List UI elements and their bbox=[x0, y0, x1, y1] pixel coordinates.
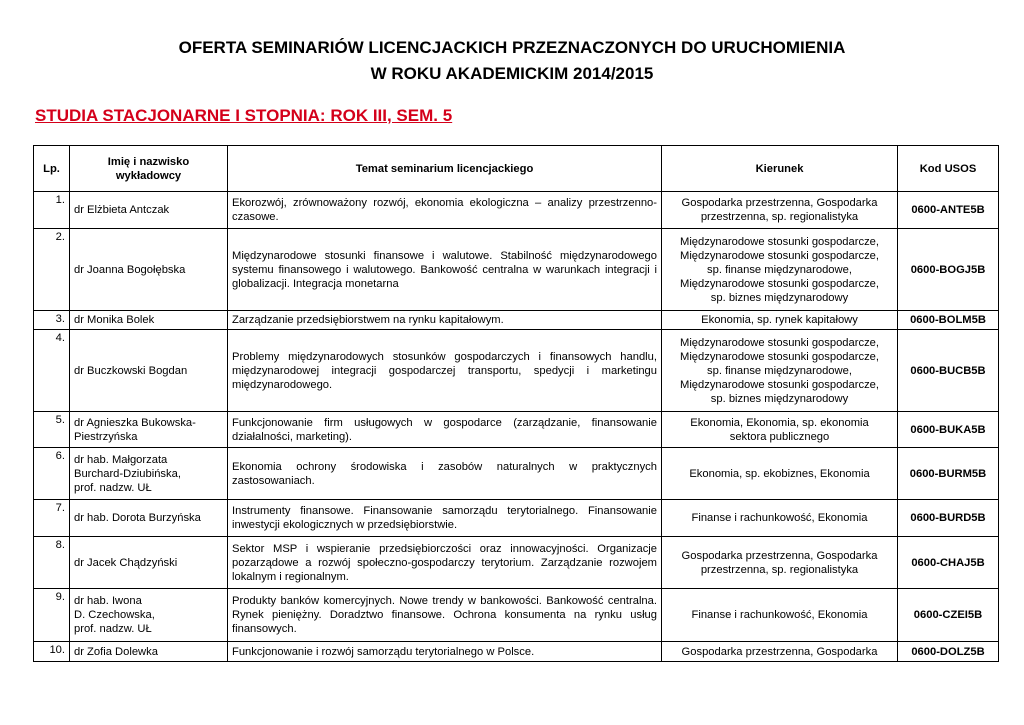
row-number: 9. bbox=[34, 589, 70, 642]
row-number: 10. bbox=[34, 642, 70, 662]
usos-code: 0600-DOLZ5B bbox=[898, 642, 999, 662]
row-number: 6. bbox=[34, 448, 70, 500]
col-header-code: Kod USOS bbox=[898, 146, 999, 192]
row-number: 2. bbox=[34, 229, 70, 311]
study-direction: Międzynarodowe stosunki gospodarcze, Międzynarodowe stosunki gospodarcze, sp. finanse międzynarodowe, Międzynarodowe stosunki gospodarcze, sp. biznes międzynarodowy bbox=[662, 330, 898, 412]
study-direction: Finanse i rachunkowość, Ekonomia bbox=[662, 500, 898, 537]
seminar-topic: Ekonomia ochrony środowiska i zasobów naturalnych w praktycznych zastosowaniach. bbox=[228, 448, 662, 500]
table-row bbox=[34, 229, 999, 311]
table-row bbox=[34, 330, 999, 412]
col-header-lp: Lp. bbox=[34, 146, 70, 192]
study-direction: Ekonomia, sp. rynek kapitałowy bbox=[662, 311, 898, 330]
col-header-lecturer: Imię i nazwisko wykładowcy bbox=[70, 146, 228, 192]
study-direction: Gospodarka przestrzenna, Gospodarka przestrzenna, sp. regionalistyka bbox=[662, 537, 898, 589]
row-number: 8. bbox=[34, 537, 70, 589]
usos-code: 0600-BURM5B bbox=[898, 448, 999, 500]
usos-code: 0600-BUKA5B bbox=[898, 412, 999, 448]
usos-code: 0600-BURD5B bbox=[898, 500, 999, 537]
lecturer-name: dr Elżbieta Antczak bbox=[70, 192, 228, 229]
usos-code: 0600-CHAJ5B bbox=[898, 537, 999, 589]
study-direction: Ekonomia, Ekonomia, sp. ekonomia sektora publicznego bbox=[662, 412, 898, 448]
lecturer-name: dr Buczkowski Bogdan bbox=[70, 330, 228, 412]
page-title-line-2: W ROKU AKADEMICKIM 2014/2015 bbox=[370, 64, 654, 83]
table-row bbox=[34, 192, 999, 229]
seminar-topic: Produkty banków komercyjnych. Nowe trendy w bankowości. Bankowość centralna. Rynek pieniężny. Doradztwo finansowe. Ochrona konsumenta na rynku usług finansowych. bbox=[228, 589, 662, 642]
usos-code: 0600-CZEI5B bbox=[898, 589, 999, 642]
col-header-direction: Kierunek bbox=[662, 146, 898, 192]
lecturer-name: dr Zofia Dolewka bbox=[70, 642, 228, 662]
seminar-table bbox=[33, 145, 999, 662]
row-number: 5. bbox=[34, 412, 70, 448]
seminar-topic: Zarządzanie przedsiębiorstwem na rynku kapitałowym. bbox=[228, 311, 662, 330]
table-row bbox=[34, 537, 999, 589]
seminar-topic: Sektor MSP i wspieranie przedsiębiorczości oraz innowacyjności. Organizacje pozarządowe a rozwój społeczno-gospodarczy terytorium. Zarządzanie rozwojem lokalnym i regionalnym. bbox=[228, 537, 662, 589]
seminar-topic: Międzynarodowe stosunki finansowe i walutowe. Stabilność międzynarodowego systemu finansowego i walutowego. Bankowość centralna w warunkach integracji i globalizacji. Integracja monetarna bbox=[228, 229, 662, 311]
table-header-row bbox=[34, 146, 999, 192]
usos-code: 0600-BOGJ5B bbox=[898, 229, 999, 311]
col-header-topic: Temat seminarium licencjackiego bbox=[228, 146, 662, 192]
lecturer-name: dr hab. Iwona D. Czechowska, prof. nadzw. UŁ bbox=[70, 589, 228, 642]
section-subtitle: STUDIA STACJONARNE I STOPNIA: ROK III, SEM. 5 bbox=[35, 106, 453, 125]
seminar-topic: Funkcjonowanie i rozwój samorządu terytorialnego w Polsce. bbox=[228, 642, 662, 662]
lecturer-name: dr Agnieszka Bukowska- Piestrzyńska bbox=[70, 412, 228, 448]
table-row bbox=[34, 642, 999, 662]
table-row bbox=[34, 500, 999, 537]
row-number: 3. bbox=[34, 311, 70, 330]
seminar-topic: Instrumenty finansowe. Finansowanie samorządu terytorialnego. Finansowanie inwestycji ekologicznych w przedsiębiorstwie. bbox=[228, 500, 662, 537]
lecturer-name: dr hab. Małgorzata Burchard-Dziubińska, prof. nadzw. UŁ bbox=[70, 448, 228, 500]
usos-code: 0600-BUCB5B bbox=[898, 330, 999, 412]
row-number: 7. bbox=[34, 500, 70, 537]
study-direction: Międzynarodowe stosunki gospodarcze, Międzynarodowe stosunki gospodarcze, sp. finanse międzynarodowe, Międzynarodowe stosunki gospodarcze, sp. biznes międzynarodowy bbox=[662, 229, 898, 311]
study-direction: Finanse i rachunkowość, Ekonomia bbox=[662, 589, 898, 642]
lecturer-name: dr hab. Dorota Burzyńska bbox=[70, 500, 228, 537]
page-title-line-1: OFERTA SEMINARIÓW LICENCJACKICH PRZEZNACZONYCH DO URUCHOMIENIA bbox=[178, 38, 846, 57]
seminar-topic: Funkcjonowanie firm usługowych w gospodarce (zarządzanie, finansowanie działalności, marketing). bbox=[228, 412, 662, 448]
usos-code: 0600-ANTE5B bbox=[898, 192, 999, 229]
study-direction: Ekonomia, sp. ekobiznes, Ekonomia bbox=[662, 448, 898, 500]
usos-code: 0600-BOLM5B bbox=[898, 311, 999, 330]
lecturer-name: dr Jacek Chądzyński bbox=[70, 537, 228, 589]
seminar-topic: Ekorozwój, zrównoważony rozwój, ekonomia ekologiczna – analizy przestrzenno-czasowe. bbox=[228, 192, 662, 229]
seminar-topic: Problemy międzynarodowych stosunków gospodarczych i finansowych handlu, międzynarodowej integracji gospodarczej transportu, spedycji i marketingu międzynarodowego. bbox=[228, 330, 662, 412]
row-number: 1. bbox=[34, 192, 70, 229]
table-row bbox=[34, 311, 999, 330]
table-row bbox=[34, 412, 999, 448]
study-direction: Gospodarka przestrzenna, Gospodarka bbox=[662, 642, 898, 662]
study-direction: Gospodarka przestrzenna, Gospodarka przestrzenna, sp. regionalistyka bbox=[662, 192, 898, 229]
lecturer-name: dr Joanna Bogołębska bbox=[70, 229, 228, 311]
table-row bbox=[34, 589, 999, 642]
row-number: 4. bbox=[34, 330, 70, 412]
lecturer-name: dr Monika Bolek bbox=[70, 311, 228, 330]
table-row bbox=[34, 448, 999, 500]
